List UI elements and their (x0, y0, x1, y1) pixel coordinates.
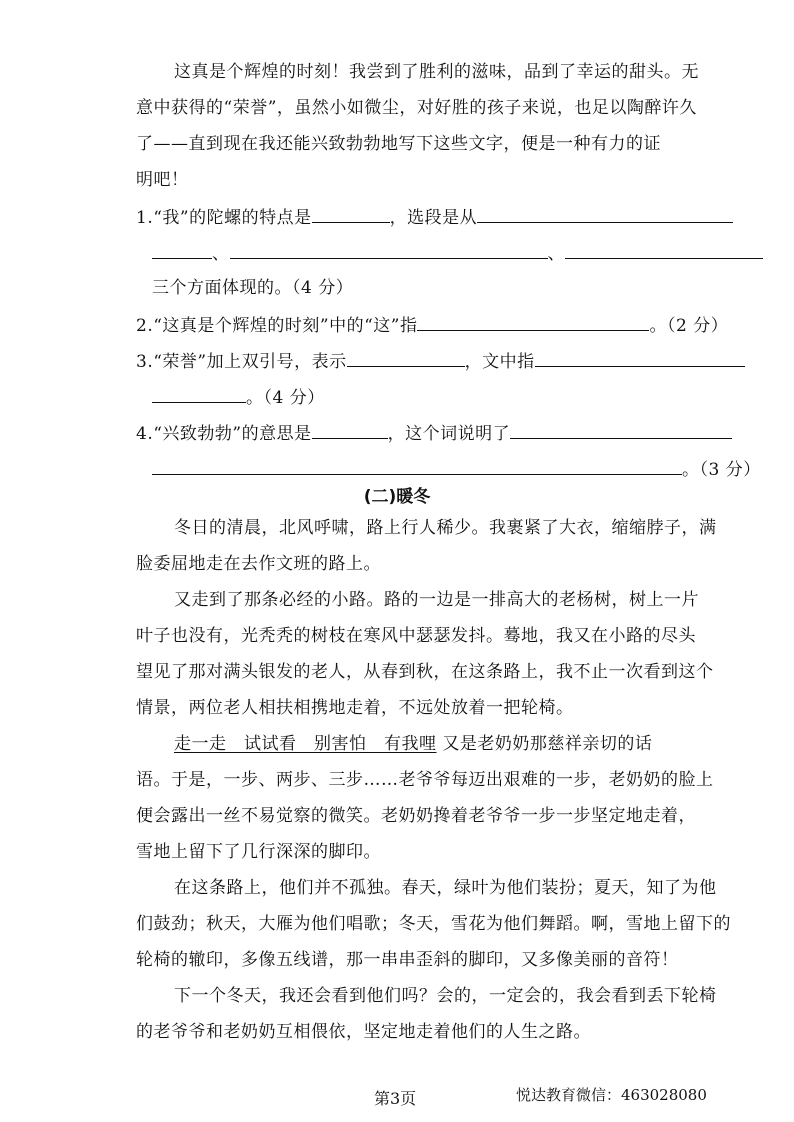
question-4-line-2 (152, 456, 761, 482)
passage2-line-1: 冬日的清晨，北风呼啸，路上行人稀少。我裹紧了大衣，缩缩脖子，满 (174, 518, 717, 538)
question-4-score: 。（3 分） (682, 460, 761, 480)
underlined-dialogue: 走一走 试试看 别害怕 有我哩 (174, 734, 437, 754)
passage2-line-14: 下一个冬天，我还会看到他们吗？会的，一定会的，我会看到丢下轮椅 (174, 986, 717, 1006)
question-3-line-2 (152, 384, 325, 410)
question-4-line-1 (136, 420, 732, 446)
passage1-line-3: 了——直到现在我还能兴致勃勃地写下这些文字，便是一种有力的证 (136, 134, 661, 154)
question-1-line-3: 三个方面体现的。（4 分） (152, 278, 354, 298)
question-1-text-b: ，选段是从 (389, 208, 478, 228)
passage2-line-7 (174, 732, 652, 756)
passage1-line-4: 明吧！ (136, 170, 189, 190)
question-3-text: 3.“荣誉”加上双引号，表示 (136, 352, 347, 372)
question-1-text: 1.“我”的陀螺的特点是 (136, 208, 312, 228)
question-4-text: 4.“兴致勃勃”的意思是 (136, 424, 312, 444)
answer-blank-4a[interactable] (312, 420, 388, 439)
question-2-score: 。（2 分） (649, 316, 729, 336)
question-2-line (136, 312, 728, 338)
passage2-line-13: 轮椅的辙印，多像五线谱，那一串串歪斜的脚印，又多像美丽的音符！ (136, 950, 679, 970)
answer-blank-4c[interactable] (152, 456, 682, 475)
passage2-line-8: 语。于是，一步、两步、三步……老爷爷每迈出艰难的一步，老奶奶的脸上 (136, 770, 714, 790)
answer-blank-4b[interactable] (510, 420, 732, 439)
answer-blank-1b[interactable] (477, 204, 733, 223)
passage1-line-1: 这真是个辉煌的时刻！我尝到了胜利的滋味，品到了幸运的甜头。无 (174, 62, 699, 82)
page-number: 第3页 (374, 1089, 417, 1108)
question-3-score: 。（4 分） (246, 388, 325, 408)
passage2-line-15: 的老爷爷和老奶奶互相偎依，坚定地走着他们的人生之路。 (136, 1022, 591, 1042)
section-title: (二)暖冬 (363, 487, 431, 507)
wechat-info: 悦达教育微信：463028080 (516, 1086, 707, 1104)
answer-blank-2[interactable] (417, 312, 649, 331)
passage2-line-5: 望见了那对满头银发的老人，从春到秋，在这条路上，我不止一次看到这个 (136, 662, 714, 682)
answer-blank-1a[interactable] (312, 204, 390, 223)
question-1-line-1 (136, 204, 733, 230)
passage2-line-12: 们鼓劲；秋天，大雁为他们唱歌；冬天，雪花为他们舞蹈。啊，雪地上留下的 (136, 914, 731, 934)
question-3-line-1 (136, 348, 745, 374)
passage2-line-11: 在这条路上，他们并不孤独。春天，绿叶为他们装扮；夏天，知了为他 (174, 878, 717, 898)
answer-blank-3b[interactable] (535, 348, 745, 367)
answer-blank-3c[interactable] (152, 384, 246, 403)
separator: 、 (547, 244, 565, 264)
answer-blank-3a[interactable] (347, 348, 465, 367)
passage2-line-10: 雪地上留下了几行深深的脚印。 (136, 842, 381, 862)
passage2-line-3: 又走到了那条必经的小路。路的一边是一排高大的老杨树，树上一片 (174, 590, 699, 610)
passage2-line-9: 便会露出一丝不易觉察的微笑。老奶奶搀着老爷爷一步一步坚定地走着， (136, 806, 696, 826)
question-4-text-b: ，这个词说明了 (387, 424, 511, 444)
answer-blank-1e[interactable] (565, 240, 763, 259)
passage2-line-4: 叶子也没有，光秃秃的树枝在寒风中瑟瑟发抖。蓦地，我又在小路的尽头 (136, 626, 696, 646)
answer-blank-1d[interactable] (230, 240, 548, 259)
passage2-line-7-rest: 又是老奶奶那慈祥亲切的话 (442, 734, 653, 754)
passage2-line-6: 情景，两位老人相扶相携地走着，不远处放着一把轮椅。 (136, 698, 574, 718)
answer-blank-1c[interactable] (152, 240, 212, 259)
question-3-text-b: ，文中指 (464, 352, 535, 372)
passage1-line-2: 意中获得的“荣誉”，虽然小如微尘，对好胜的孩子来说，也足以陶醉许久 (136, 98, 697, 118)
question-2-text: 2.“这真是个辉煌的时刻”中的“这”指 (136, 316, 418, 336)
passage2-line-2: 脸委屈地走在去作文班的路上。 (136, 554, 381, 574)
question-1-line-2 (152, 240, 763, 266)
separator: 、 (212, 244, 230, 264)
